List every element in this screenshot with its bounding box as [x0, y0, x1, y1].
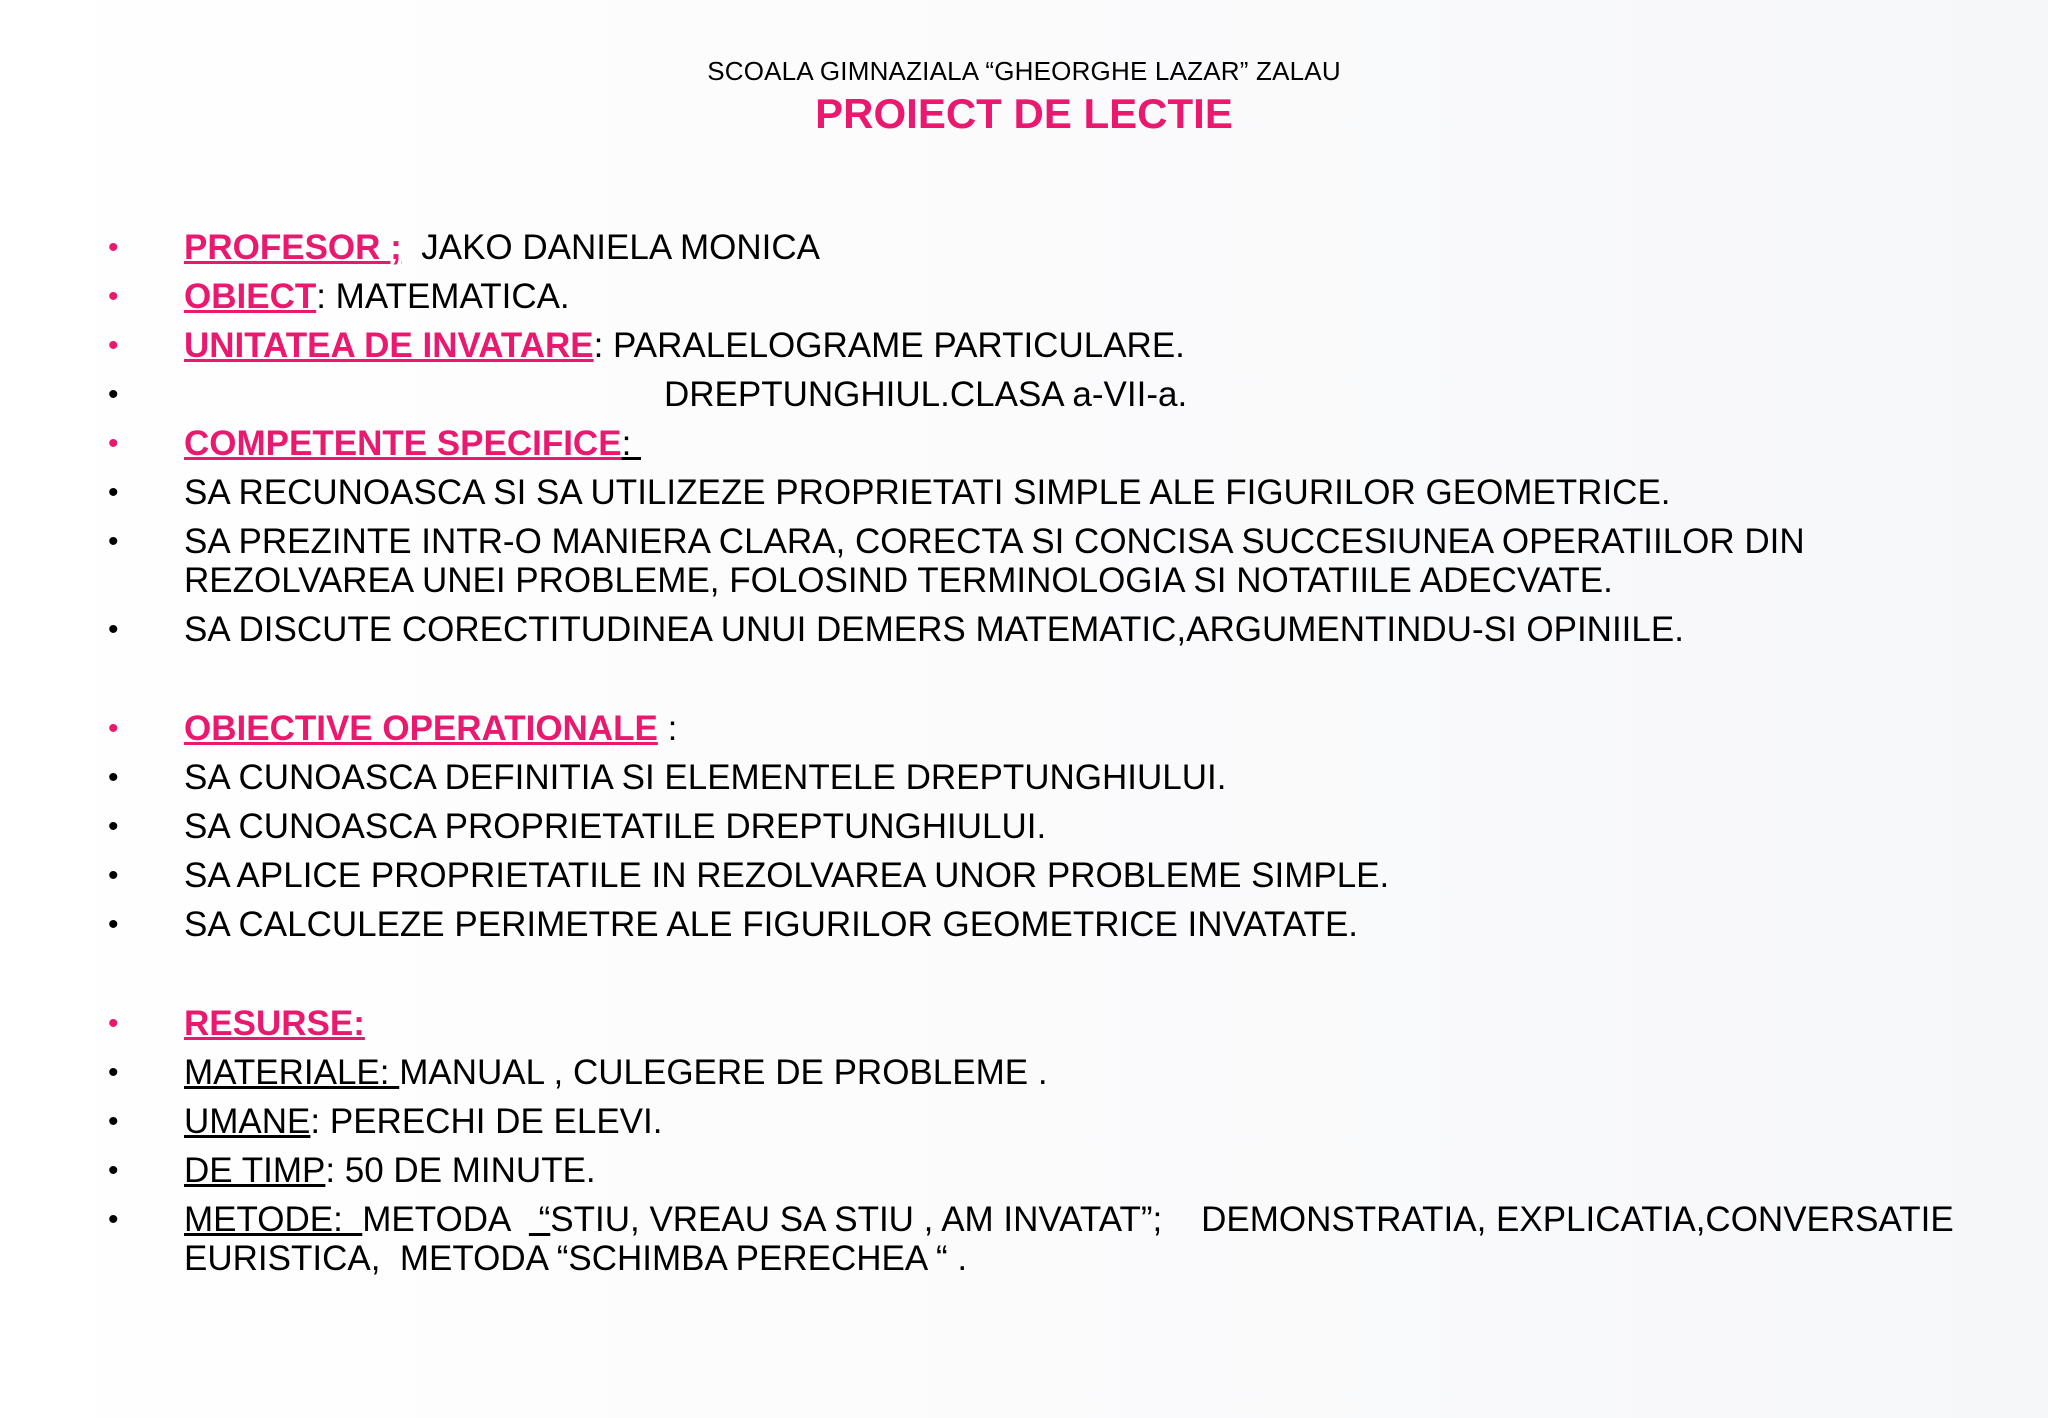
list-item-metode — [0, 1200, 2048, 1278]
list-item-profesor — [0, 228, 2048, 267]
bullet-icon: • — [108, 613, 119, 646]
obiectiv-text: SA CALCULEZE PERIMETRE ALE FIGURILOR GEOMETRICE INVATATE. — [184, 905, 1359, 944]
section-gap — [0, 659, 2048, 709]
bullet-icon: • — [108, 712, 119, 745]
list-item — [0, 758, 2048, 797]
obiectiv-text: SA APLICE PROPRIETATILE IN REZOLVAREA UNOR PROBLEME SIMPLE. — [184, 856, 1390, 895]
lesson-content — [0, 228, 2048, 1288]
list-item — [0, 610, 2048, 649]
bullet-icon: • — [108, 525, 119, 558]
list-item-obiect — [0, 277, 2048, 316]
list-item-obiective-heading — [0, 709, 2048, 748]
school-name: SCOALA GIMNAZIALA “GHEORGHE LAZAR” ZALAU — [707, 56, 1341, 86]
competente-suffix: : — [621, 424, 642, 463]
list-item — [0, 807, 2048, 846]
bullet-icon: • — [108, 476, 119, 509]
bullet-icon: • — [108, 231, 119, 264]
bullet-icon: • — [108, 1105, 119, 1138]
obiect-label: OBIECT — [184, 277, 317, 316]
unitate-label: UNITATEA DE INVATARE — [184, 326, 594, 365]
list-item-materiale — [0, 1053, 2048, 1092]
list-item-umane — [0, 1102, 2048, 1141]
bullet-icon: • — [108, 427, 119, 460]
profesor-value: JAKO DANIELA MONICA — [401, 228, 820, 267]
metode-value-1: METODA — [362, 1200, 529, 1239]
metode-label: METODE: — [184, 1200, 363, 1239]
obiective-suffix: : — [657, 709, 678, 748]
materiale-value: MANUAL , CULEGERE DE PROBLEME . — [399, 1053, 1048, 1092]
competenta-text: SA PREZINTE INTR-O MANIERA CLARA, CORECTA SI CONCISA SUCCESIUNEA OPERATIILOR DIN REZOLVAREA UNEI PROBLEME, FOLOSIND TERMINOLOGIA SI NOTATIILE ADECVATE. — [184, 522, 1805, 600]
bullet-icon: • — [108, 1007, 119, 1040]
competente-label: COMPETENTE SPECIFICE — [184, 424, 622, 463]
unitate-value: : PARALELOGRAME PARTICULARE. — [593, 326, 1185, 365]
list-item-timp — [0, 1151, 2048, 1190]
bullet-icon: • — [108, 1203, 119, 1236]
bullet-icon: • — [108, 280, 119, 313]
unitate-continuation: DREPTUNGHIUL.CLASA a-VII-a. — [664, 375, 1188, 414]
list-item-resurse-heading — [0, 1004, 2048, 1043]
metode-value-2: “ — [528, 1200, 551, 1239]
bullet-icon: • — [108, 908, 119, 941]
obiectiv-text: SA CUNOASCA DEFINITIA SI ELEMENTELE DREPTUNGHIULUI. — [184, 758, 1227, 797]
materiale-label: MATERIALE: — [184, 1053, 400, 1092]
bullet-icon: • — [108, 761, 119, 794]
bullet-icon: • — [108, 810, 119, 843]
umane-label: UMANE — [184, 1102, 311, 1141]
profesor-label: PROFESOR ; — [184, 228, 402, 267]
umane-value: : PERECHI DE ELEVI. — [310, 1102, 663, 1141]
bullet-icon: • — [108, 1056, 119, 1089]
bullet-icon: • — [108, 329, 119, 362]
resurse-label: RESURSE: — [184, 1004, 365, 1043]
timp-value: : 50 DE MINUTE. — [325, 1151, 596, 1190]
list-item — [0, 473, 2048, 512]
list-item — [0, 905, 2048, 944]
timp-label: DE TIMP — [184, 1151, 326, 1190]
list-item-unitate — [0, 326, 2048, 365]
competenta-text: SA RECUNOASCA SI SA UTILIZEZE PROPRIETATI SIMPLE ALE FIGURILOR GEOMETRICE. — [184, 473, 1671, 512]
list-item-unitate-cont — [0, 375, 2048, 414]
list-item-competente-heading — [0, 424, 2048, 463]
bullet-icon: • — [108, 1154, 119, 1187]
list-item — [0, 856, 2048, 895]
bullet-icon: • — [108, 859, 119, 892]
section-gap — [0, 954, 2048, 1004]
competenta-text: SA DISCUTE CORECTITUDINEA UNUI DEMERS MATEMATIC,ARGUMENTINDU-SI OPINIILE. — [184, 610, 1684, 649]
obiect-value: : MATEMATICA. — [316, 277, 570, 316]
bullet-icon: • — [108, 378, 119, 411]
page-title: PROIECT DE LECTIE — [815, 90, 1233, 137]
obiectiv-text: SA CUNOASCA PROPRIETATILE DREPTUNGHIULUI. — [184, 807, 1047, 846]
metode-value-3: STIU, VREAU SA STIU , AM INVATAT”; DEMONSTRATIA, EXPLICATIA,CONVERSATIE EURISTICA, METODA “SCHIMBA PERECHEA “ . — [184, 1200, 1964, 1278]
list-item — [0, 522, 2048, 600]
obiective-label: OBIECTIVE OPERATIONALE — [184, 709, 658, 748]
